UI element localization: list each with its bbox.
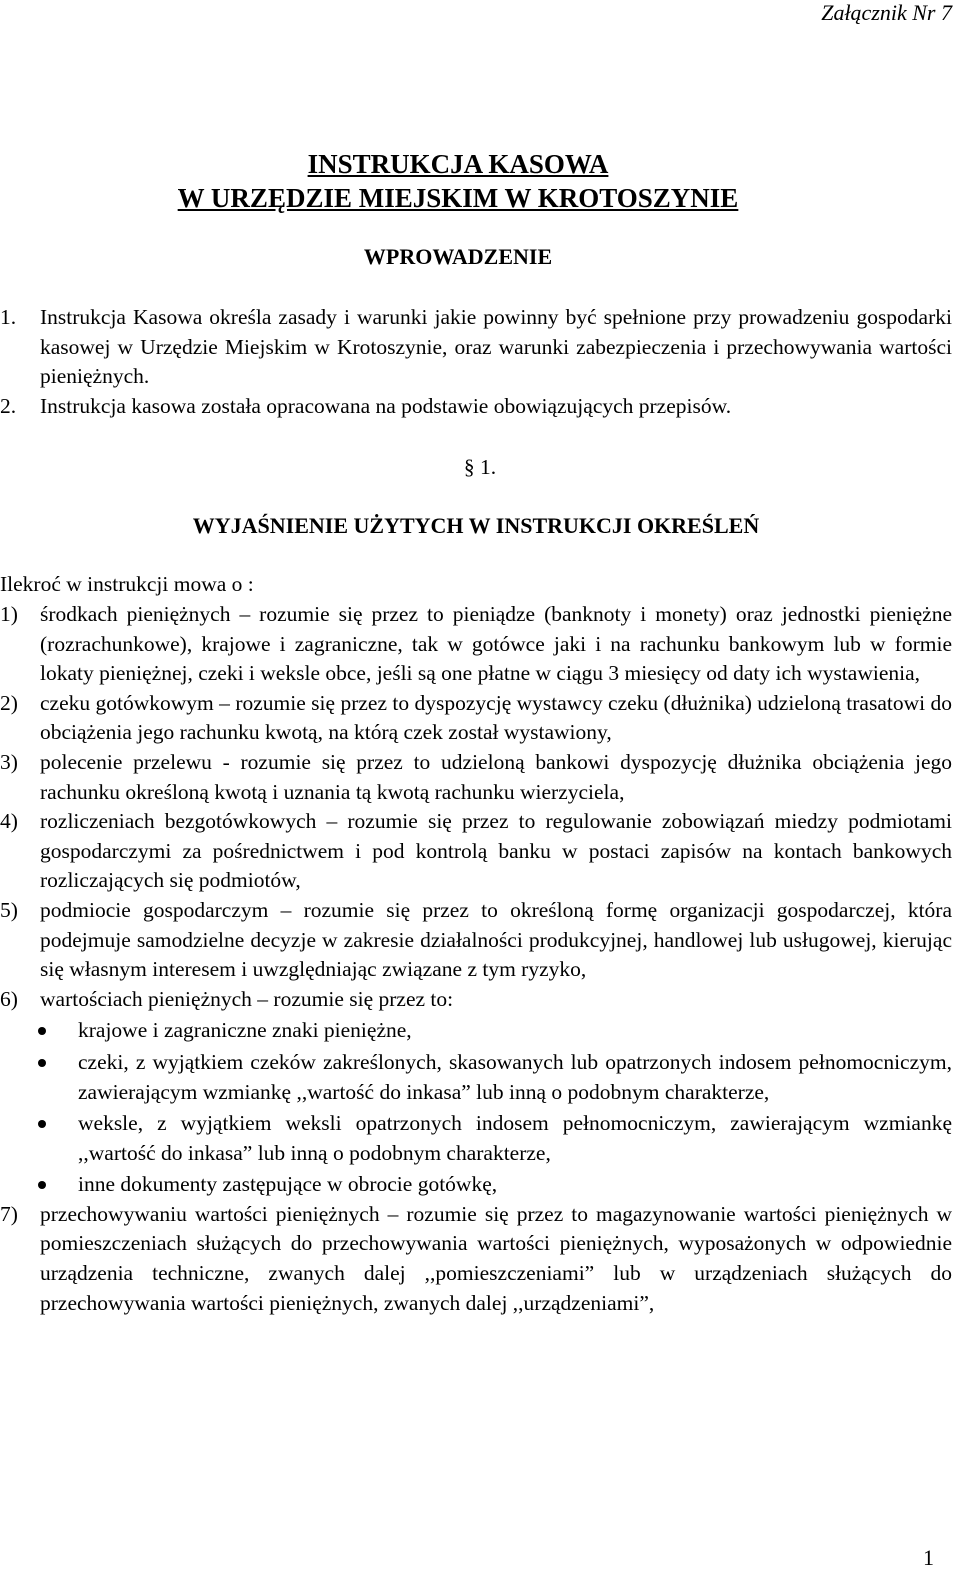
definition-text: polecenie przelewu - rozumie się przez to udzieloną bankowi dyspozycję dłużnika obciążenia jego rachunku określoną kwotą i uznania tą kwotą rachunku wierzyciela, <box>40 749 952 804</box>
definition-number: 4) <box>0 809 18 834</box>
section-heading: WYJAŚNIENIE UŻYTYCH W INSTRUKCJI OKREŚLEŃ <box>192 513 760 538</box>
definition-item <box>0 748 952 807</box>
intro-item-text: Instrukcja Kasowa określa zasady i warunki jakie powinny być spełnione przy prowadzeniu gospodarki kasowej w Urzędzie Miejskim w Krotoszynie, oraz warunki zabezpieczenia i przechowywania wartości pieniężnych. <box>40 305 952 389</box>
definition-text: czeku gotówkowym – rozumie się przez to dyspozycję wystawcy czeku (dłużnika) udzieloną trasatowi do obciążenia jego rachunku kwotą, na którą czek został wystawiony, <box>40 690 952 745</box>
definition-text: przechowywaniu wartości pieniężnych – rozumie się przez to magazynowanie wartości pieniężnych w pomieszczeniach służących do przechowywania wartości pieniężnych, wyposażonych w odpowiednie urządzenia techniczne, zwanych dalej ,,pomieszczeniami” lub w urządzeniach służących do przechowywania wartości pieniężnych, zwanych dalej ,,urządzeniami”, <box>40 1201 952 1315</box>
definition-number: 7) <box>0 1201 18 1226</box>
intro-item-number: 2. <box>0 393 17 418</box>
intro-item <box>0 303 952 392</box>
document-title-line-1: INSTRUKCJA KASOWA <box>307 149 609 179</box>
definition-number: 5) <box>0 897 18 922</box>
definition-item <box>0 896 952 985</box>
bullet-item: krajowe i zagraniczne znaki pieniężne, <box>0 1016 952 1046</box>
bullet-list <box>40 1016 952 1200</box>
definition-item <box>0 600 952 689</box>
bullet-item: weksle, z wyjątkiem weksli opatrzonych indosem pełnomocniczym, zawierającym wzmiankę ,,wartość do inkasa” lub inną o podobnym charakterze, <box>0 1109 952 1168</box>
definition-text: podmiocie gospodarczym – rozumie się przez to określoną formę organizacji gospodarczej, która podejmuje samodzielne decyzje w zakresie działalności produkcyjnej, handlowej lub usługowej, kierując się własnym interesem i uwzględniając związane z tym ryzyko, <box>40 897 952 982</box>
definition-number: 1) <box>0 602 18 626</box>
intro-list <box>0 303 952 421</box>
definitions-list <box>0 600 952 1318</box>
bullet-item: inne dokumenty zastępujące w obrocie gotówkę, <box>0 1170 952 1200</box>
intro-item-number: 1. <box>0 305 17 329</box>
section-lead: Ilekroć w instrukcji mowa o : <box>0 572 254 596</box>
page-number: 1 <box>923 1545 934 1570</box>
definition-item <box>0 807 952 896</box>
document-title-line-2: W URZĘDZIE MIEJSKIM W KROTOSZYNIE <box>177 183 739 213</box>
definition-text: rozliczeniach bezgotówkowych – rozumie się przez to regulowanie zobowiązań miedzy podmiotami gospodarczymi za pośrednictwem i pod kontrolą banku w postaci zapisów na kontach bankowych rozliczających się podmiotów, <box>40 809 952 893</box>
definition-text: środkach pieniężnych – rozumie się przez to pieniądze (banknoty i monety) oraz jednostki pieniężne (rozrachunkowe), krajowe i zagraniczne, tak w gotówce jaki i na rachunku bankowym lub w formie lokaty pieniężnej, czeki i weksle obce, jeśli są one płatne w ciągu 3 miesięcy od daty ich wystawienia, <box>40 602 952 686</box>
bullet-item: czeki, z wyjątkiem czeków zakreślonych, skasowanych lub opatrzonych indosem pełnomocniczym, zawierającym wzmiankę ,,wartość do inkasa” lub inną o podobnym charakterze, <box>0 1048 952 1107</box>
definition-item <box>0 1200 952 1318</box>
annex-label: Załącznik Nr 7 <box>821 0 952 25</box>
definition-item <box>0 985 952 1200</box>
definition-number: 3) <box>0 749 18 774</box>
definition-item <box>0 689 952 748</box>
definition-number: 6) <box>0 986 18 1011</box>
definition-number: 2) <box>0 690 18 715</box>
definition-text: wartościach pieniężnych – rozumie się przez to: <box>40 986 454 1011</box>
intro-heading: WPROWADZENIE <box>363 244 553 269</box>
section-symbol: § 1. <box>463 455 497 479</box>
intro-item-text: Instrukcja kasowa została opracowana na podstawie obowiązujących przepisów. <box>40 393 732 418</box>
intro-item <box>0 392 952 422</box>
